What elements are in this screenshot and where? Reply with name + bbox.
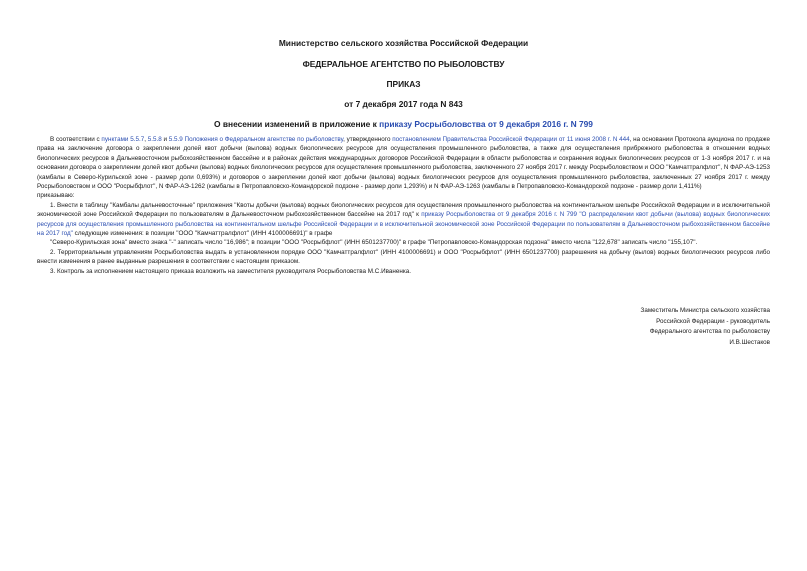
- signature-block: [470, 306, 770, 348]
- preamble-text: ,: [144, 136, 148, 143]
- signature-line: Заместитель Министра сельского хозяйства: [640, 307, 770, 314]
- item-2: 2. Территориальным управлениям Росрыболовства выдать в установленном порядке ООО "Камчаттралфлот" (ИНН 4100006691) и ООО "Росрыбфлот" (ИНН 6501237700) разрешения на добычу (вылов) водных биологических ресурсов либо внести изменения в ранее выданные разрешения в соответствии с настоящим приказом.: [37, 248, 770, 266]
- preamble-text: , на основании Протокола аукциона по продаже права на заключение договора о закреплении долей квот добычи (вылова) водных биологических ресурсов для осуществления промышленного рыболовства, а также для осуществления прибрежного рыболовства в отношении водных биологических ресурсов в Дальневосточном рыбохозяйственном бассейне и в районах действия международных договоров Российской Федерации в области рыболовства и сохранения водных биологических ресурсов от 1-3 ноября 2017 г. и на основании договора о закреплении долей квот добычи (вылова) водных биологических ресурсов для осуществления промышленного рыболовства, заключенного 27 ноября 2017 г. между Росрыболовством и ООО "Камчаттралфлот", N ФАР-АЭ-1253 (камбалы в Северо-Курильской зоне - размер доли 0,693%) и договоров о закреплении долей квот добычи (вылова) водных биологических ресурсов для осуществления промышленного рыболовства, заключенных 27 ноября 2017 г. между Росрыболовством и ООО "Росрыбфлот", N ФАР-АЭ-1262 (камбалы в Петропавловско-Командорской подзоне - размер доли 1,293%) и N ФАР-АЭ-1263 (камбалы в Петропавловско-Командорской подзоне - размер доли 1,411%): [37, 136, 770, 191]
- subject-text: О внесении изменений в приложение к: [214, 119, 380, 129]
- item-1-text: следующие изменения: в позиции "ООО "Камчаттралфлот" (ИНН 4100006691)" в графе: [72, 230, 333, 238]
- preamble-paragraph: [37, 135, 770, 191]
- link-5-5-8[interactable]: 5.5.8: [147, 136, 162, 143]
- item-1: [37, 201, 770, 239]
- signature-line: Федерального агентства по рыболовству: [649, 328, 770, 336]
- link-government-decree[interactable]: постановлением Правительства Российской Федерации от 11 июня 2008 г. N 444: [392, 136, 630, 143]
- doc-type: ПРИКАЗ: [386, 79, 421, 89]
- order-word: приказываю:: [37, 192, 75, 200]
- preamble-text: , утвержденного: [343, 136, 393, 143]
- item-3: 3. Контроль за исполнением настоящего приказа возложить на заместителя руководителя Росрыболовства М.С.Иваненка.: [50, 267, 411, 275]
- link-regulation[interactable]: 5.5.9 Положения о Федеральном агентстве по рыболовству: [168, 136, 344, 143]
- link-5-5-7[interactable]: пунктами 5.5.7: [101, 136, 145, 143]
- preamble-text: и: [161, 136, 169, 143]
- signature-name: И.В.Шестаков: [729, 338, 770, 346]
- signature-line: Российской Федерации - руководитель: [656, 317, 770, 325]
- agency-title: ФЕДЕРАЛЬНОЕ АГЕНТСТВО ПО РЫБОЛОВСТВУ: [302, 59, 505, 69]
- subject-link[interactable]: приказу Росрыболовства от 9 декабря 2016 г. N 799: [379, 119, 593, 129]
- item-1-continuation: "Северо-Курильская зона" вместо знака "-" записать число "16,986"; в позиции "ООО "Росрыбфлот" (ИНН 6501237700)" в графе "Петропавловско-Командорская подзона" вместо числа "122,678" записать число "155,107".: [50, 239, 698, 247]
- item-1-text: 1. Внести в таблицу "Камбалы дальневосточные" приложения "Квоты добычи (вылова) водных биологических ресурсов для осуществления промышленного рыболовства на континентальном шельфе Российской Федерации и в исключительной экономической зоне Российской Федерации по пользователям в Дальневосточном рыбохозяйственном бассейне на 2017 год" к: [37, 201, 770, 219]
- ministry-title: Министерство сельского хозяйства Российской Федерации: [278, 38, 529, 48]
- date-number: от 7 декабря 2017 года N 843: [344, 99, 463, 109]
- link-order-799[interactable]: приказу Росрыболовства от 9 декабря 2016 г. N 799 "О распределении квот добычи (вылова) водных биологических ресурсов для осуществления промышленного рыболовства на континентальном шельфе Российской Федерации и в исключительной экономической зоне Российской Федерации по пользователям в Дальневосточном рыбохозяйственном бассейне на 2017 год": [37, 211, 770, 238]
- preamble-text: В соответствии с: [50, 136, 102, 143]
- document-body: [37, 135, 770, 276]
- doc-subject: [37, 119, 770, 129]
